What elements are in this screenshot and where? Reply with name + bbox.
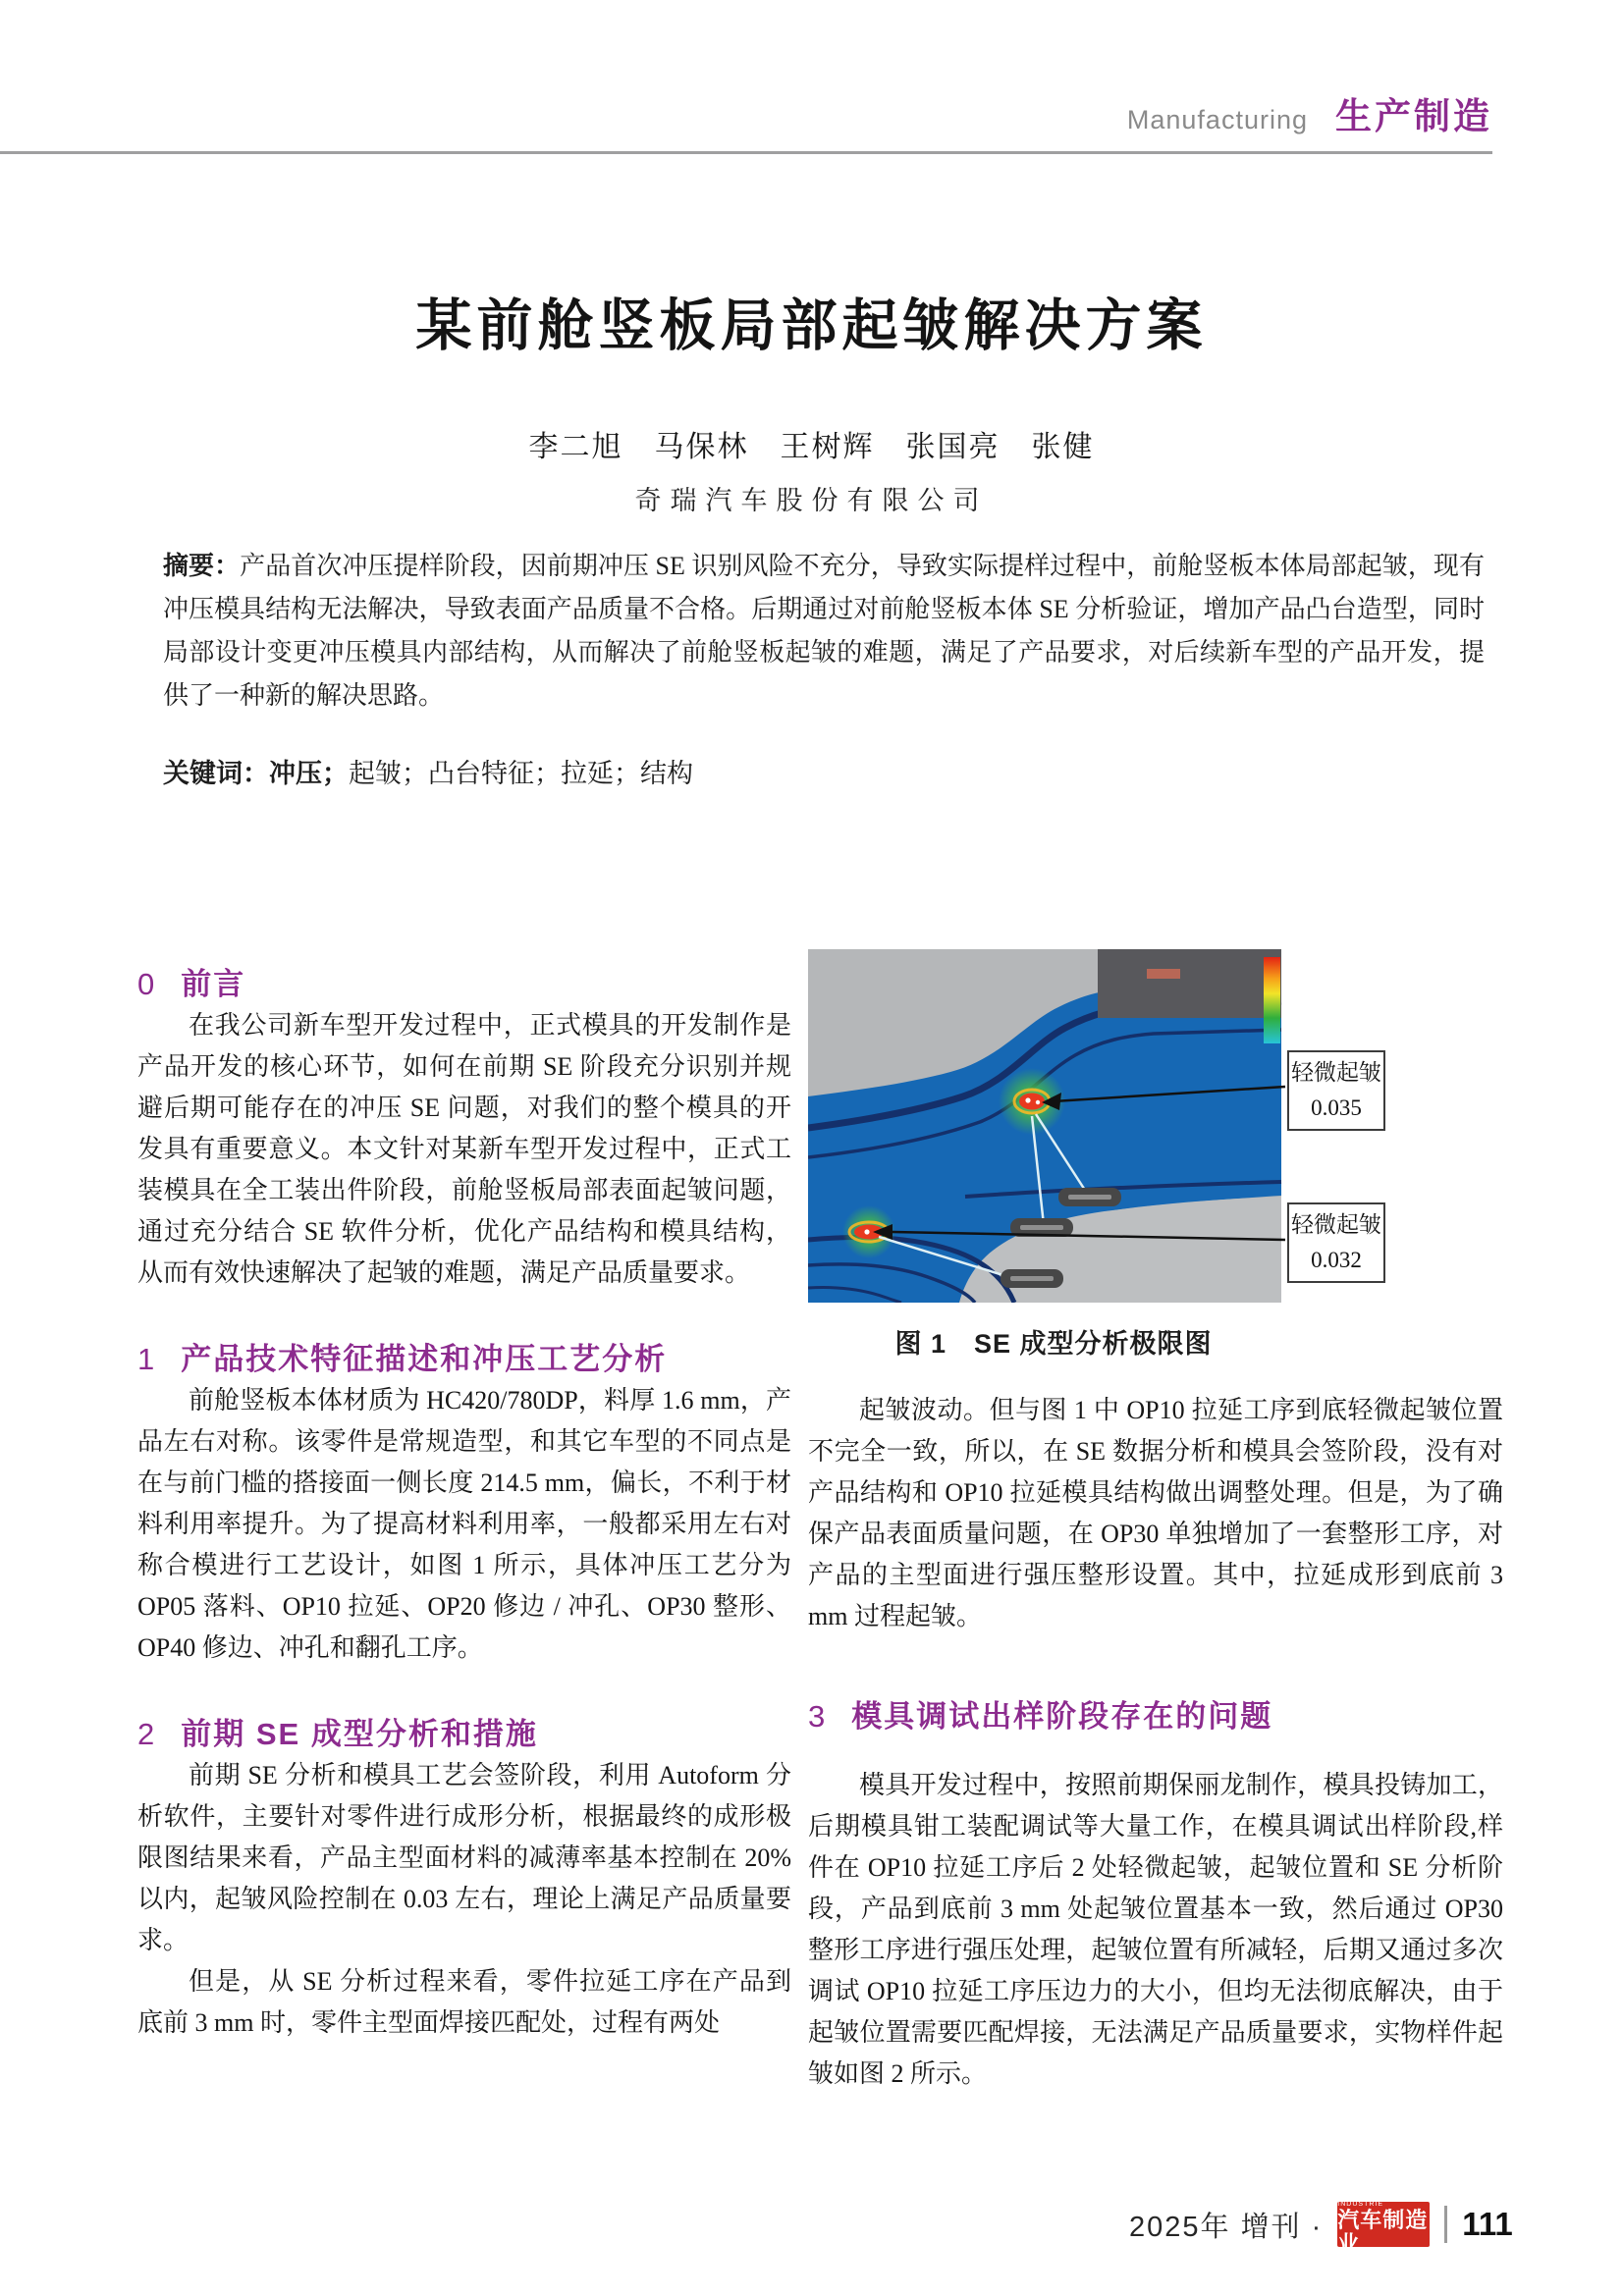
callout1-label: 轻微起皱 bbox=[1291, 1060, 1381, 1085]
wrinkle-hotspot-1-peak bbox=[1025, 1097, 1030, 1102]
callout-slight-wrinkle-0035 bbox=[1287, 1050, 1385, 1131]
left-column bbox=[137, 940, 791, 2044]
section-0-paragraph: 在我公司新车型开发过程中，正式模具的开发制作是产品开发的核心环节，如何在前期 SE 阶段充分识别并规避后期可能存在的冲压 SE 问题，对我们的整个模具的开发具有重要意义。本文针对某新车型开发过程中，正式工装模具在全工装出件阶段，前舱竖板局部表面起皱问题，通过充分结合 SE 软件分析，优化产品结构和模具结构，从而有效快速解决了起皱的难题，满足产品质量要求。 bbox=[137, 1011, 791, 1287]
section-2-heading bbox=[137, 1714, 791, 1755]
authors: 李二旭 马保林 王树辉 张国亮 张健 bbox=[528, 431, 1095, 463]
section-1-title: 产品技术特征描述和冲压工艺分析 bbox=[181, 1342, 668, 1376]
footer-divider bbox=[1444, 2206, 1447, 2243]
color-scale-bar bbox=[1264, 957, 1280, 1018]
value-tag-3 bbox=[1001, 1269, 1063, 1288]
callout2-label: 轻微起皱 bbox=[1291, 1212, 1381, 1237]
abstract-text: 产品首次冲压提样阶段，因前期冲压 SE 识别风险不充分，导致实际提样过程中，前舱竖板本体局部起皱，现有冲压模具结构无法解决，导致表面产品质量不合格。后期通过对前舱竖板本体 SE 分析验证，增加产品凸台造型，同时局部设计变更冲压模具内部结构，从而解决了前舱竖板起皱的难题，满足了产品要求，对后续新车型的产品开发，提供了一种新的解决思路。 bbox=[163, 552, 1485, 710]
journal-logo-subtitle: AUTOMOBIL INDUSTRIE bbox=[1337, 2193, 1387, 2208]
section-1-paragraph: 前舱竖板本体材质为 HC420/780DP，料厚 1.6 mm，产品左右对称。该零件是常规造型，和其它车型的不同点是在与前门槛的搭接面一侧长度 214.5 mm，偏长，不利于材料利用率提升。为了提高材料利用率，一般都采用左右对称合模进行工艺设计，如图 1 所示，具体冲压工艺分为 OP05 落料、OP10 拉延、OP20 修边 / 冲孔、OP30 整形、OP40 修边、冲孔和翻孔工序。 bbox=[137, 1386, 791, 1662]
wrinkle-hotspot-1-peak-2 bbox=[1036, 1100, 1040, 1104]
section-2-number: 2 bbox=[137, 1717, 155, 1751]
section-3-paragraph: 模具开发过程中，按照前期保丽龙制作，模具投铸加工，后期模具钳工装配调试等大量工作，在模具调试出样阶段,样件在 OP10 拉延工序后 2 处轻微起皱，起皱位置和 SE 分析阶段，产品到底前 3 mm 处起皱位置基本一致，然后通过 OP30 整形工序进行强压处理，起皱位置有所减轻，后期又通过多次调试 OP10 拉延工序压边力的大小，但均无法彻底解决，由于起皱位置需要匹配焊接，无法满足产品质量要求，实物样件起皱如图 2 所示。 bbox=[808, 1771, 1503, 2088]
wrinkle-hotspot-1-core bbox=[1019, 1094, 1045, 1110]
callout2-value: 0.032 bbox=[1311, 1248, 1362, 1272]
header-english-label: Manufacturing bbox=[1126, 105, 1308, 134]
color-scale-bar-lower bbox=[1264, 1018, 1280, 1043]
journal-logo-title: 汽车制造业 bbox=[1337, 2208, 1429, 2256]
keywords bbox=[163, 752, 693, 790]
legend-panel bbox=[1098, 949, 1281, 1018]
callout-slight-wrinkle-0032 bbox=[1287, 1202, 1385, 1283]
figure-1-caption: 图 1 SE 成型分析极限图 bbox=[894, 1329, 1213, 1359]
section-2-paragraph-1: 前期 SE 分析和模具工艺会签阶段，利用 Autoform 分析软件，主要针对零件进行成形分析，根据最终的成形极限图结果来看，产品主型面材料的减薄率基本控制在 20% 以内，起皱风险控制在 0.03 左右，理论上满足产品质量要求。 bbox=[137, 1761, 791, 1954]
wrinkle-hotspot-2-peak bbox=[864, 1229, 869, 1234]
page-number: 111 bbox=[1462, 2206, 1513, 2242]
section-3-number: 3 bbox=[808, 1699, 826, 1734]
keywords-rest: 起皱；凸台特征；拉延；结构 bbox=[349, 759, 693, 788]
callout1-value: 0.035 bbox=[1311, 1095, 1362, 1120]
abstract bbox=[163, 544, 1485, 718]
page-header bbox=[0, 86, 1492, 139]
section-3-title: 模具调试出样阶段存在的问题 bbox=[851, 1699, 1273, 1734]
keywords-bold: 冲压； bbox=[269, 759, 349, 788]
right-column bbox=[808, 940, 1503, 2095]
figure-1-se-analysis bbox=[808, 949, 1405, 1303]
section-2-paragraph-2: 但是，从 SE 分析过程来看，零件拉延工序在产品到底前 3 mm 时，零件主型面焊接匹配处，过程有两处 bbox=[137, 1967, 791, 2037]
section-3-heading bbox=[808, 1696, 1503, 1737]
section-2-continued-paragraph: 起皱波动。但与图 1 中 OP10 拉延工序到底轻微起皱位置不完全一致，所以，在 SE 数据分析和模具会签阶段，没有对产品结构和 OP10 拉延模具结构做出调整处理。但是，为了确保产品表面质量问题，在 OP30 单独增加了一套整形工序，对产品的主型面进行强压整形设置。其中，拉延成形到底前 3 mm 过程起皱。 bbox=[808, 1396, 1503, 1630]
header-chinese-label: 生产制造 bbox=[1335, 96, 1492, 136]
issue-label: 2025年 增刊 · bbox=[1129, 2211, 1324, 2243]
keywords-label: 关键词： bbox=[163, 759, 269, 788]
journal-logo bbox=[1337, 2193, 1430, 2256]
section-2-title: 前期 SE 成型分析和措施 bbox=[181, 1717, 538, 1751]
affiliation: 奇瑞汽车股份有限公司 bbox=[634, 486, 989, 515]
section-0-number: 0 bbox=[137, 967, 155, 1001]
header-rule bbox=[0, 151, 1492, 154]
page-footer bbox=[1129, 2193, 1513, 2256]
section-1-number: 1 bbox=[137, 1342, 155, 1376]
abstract-label: 摘要： bbox=[163, 551, 241, 580]
page-title: 某前舱竖板局部起皱解决方案 bbox=[415, 294, 1208, 357]
section-1-heading bbox=[137, 1339, 791, 1380]
section-0-title: 前言 bbox=[181, 967, 246, 1001]
value-tag-1 bbox=[1058, 1188, 1121, 1206]
legend-panel-text-mark bbox=[1147, 969, 1180, 979]
section-0-heading bbox=[137, 964, 791, 1005]
